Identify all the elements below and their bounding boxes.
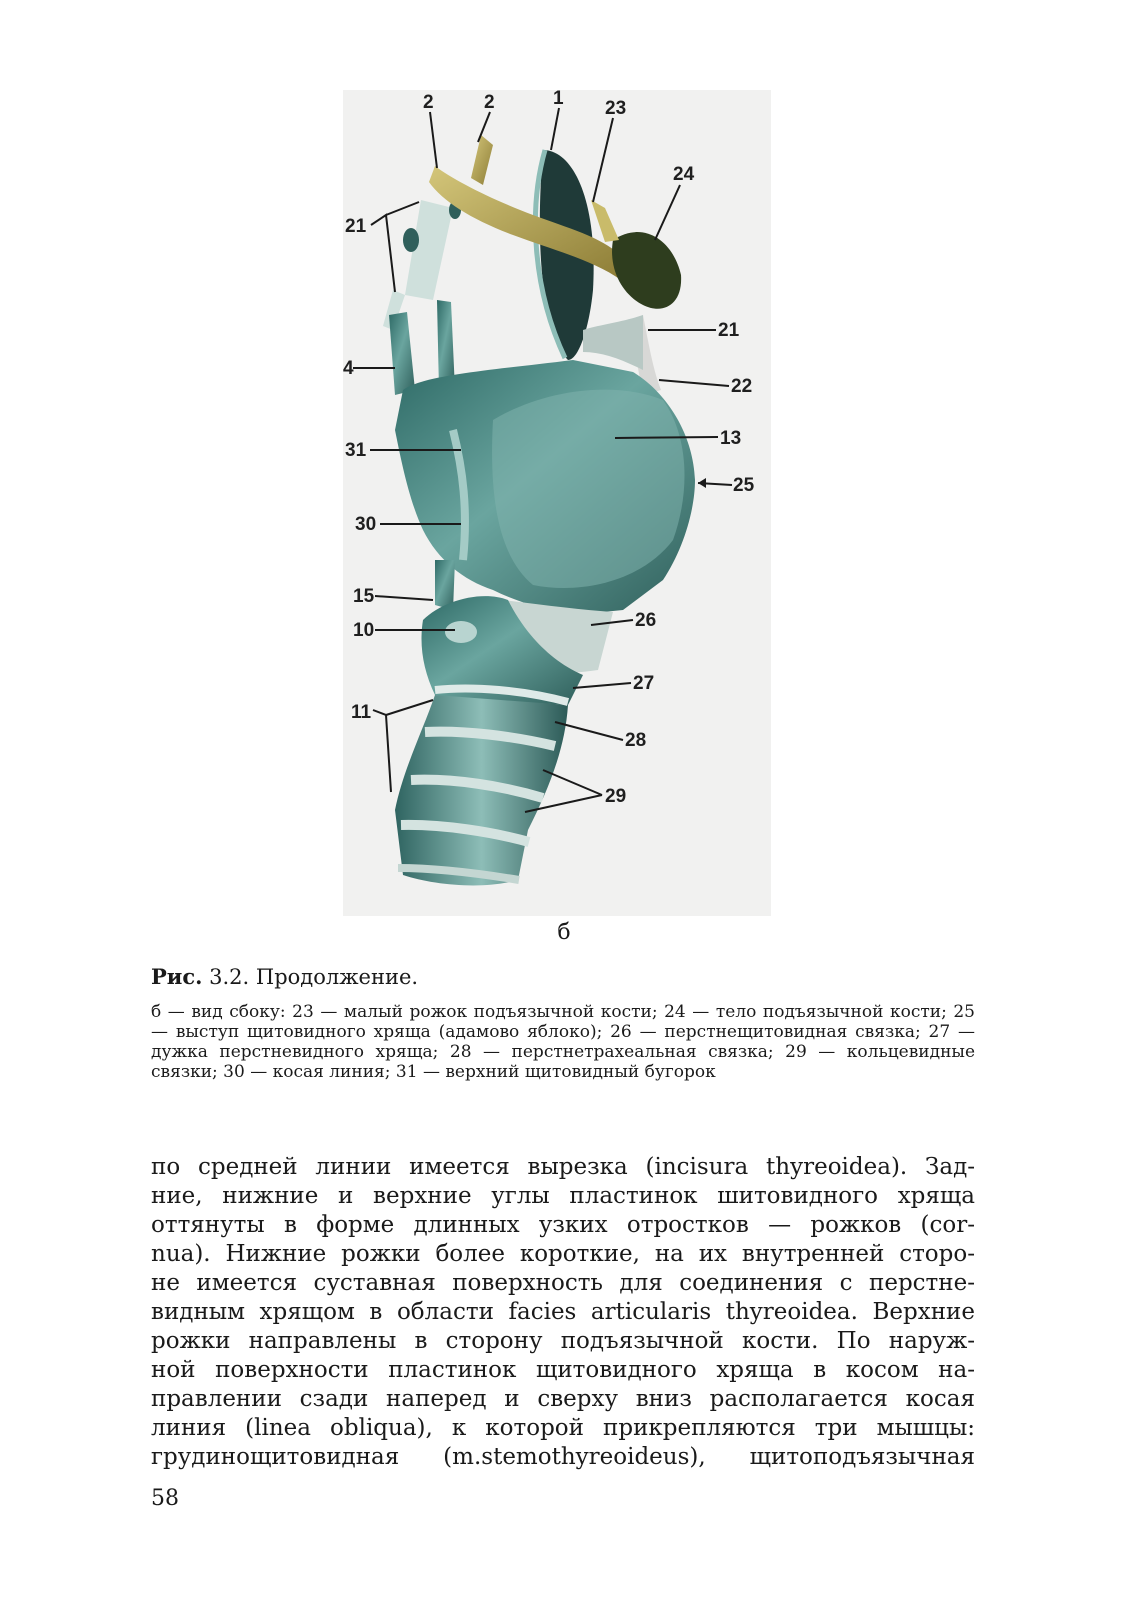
body-line: ние, нижние и верхние углы пластинок шитовидного хряща [151, 1183, 975, 1209]
label-26: 26 [635, 610, 657, 631]
hyoid-body [612, 232, 681, 309]
label-1: 1 [553, 90, 564, 109]
body-line: видным хрящом в области facies articularis thyreoidea. Верхние [151, 1299, 975, 1325]
body-line: правлении сзади наперед и сверху вниз располагается косая [151, 1386, 975, 1412]
hyoid-lesser-horn [591, 200, 619, 242]
label-21a: 21 [345, 216, 367, 237]
label-21b: 21 [718, 320, 740, 341]
body-line: рожки направлены в сторону подъязычной кости. По наруж- [151, 1328, 975, 1354]
hyoid-horn-2 [471, 135, 493, 185]
caption-label: Рис. [151, 964, 203, 989]
label-4: 4 [343, 358, 354, 379]
body-line: линия (linea obliqua), к которой прикрепляются три мышцы: [151, 1415, 975, 1441]
label-30: 30 [355, 514, 377, 535]
label-2b: 2 [484, 92, 495, 113]
page-number: 58 [151, 1486, 179, 1511]
label-28: 28 [625, 730, 647, 751]
label-29: 29 [605, 786, 627, 807]
label-25: 25 [733, 475, 755, 496]
body-line: по средней линии имеется вырезка (incisura thyreoidea). Зад- [151, 1154, 975, 1180]
body-line: не имеется суставная поверхность для соединения с перстне- [151, 1270, 975, 1296]
larynx-illustration [343, 90, 771, 916]
body-line: грудинощитовидная (m.stemothyreoideus), щитоподъязычная [151, 1444, 975, 1470]
body-text [151, 1153, 975, 1472]
thyroid-superior-horn [389, 312, 415, 395]
figure-caption [151, 964, 418, 989]
cricoid-articular-facet [445, 621, 477, 643]
label-31: 31 [345, 440, 367, 461]
body-line: оттянуты в форме длинных узких отростков — рожков (cor- [151, 1212, 975, 1238]
figure-legend: б — вид сбоку: 23 — малый рожок подъязычной кости; 24 — тело подъязычной кости; 25 — выступ щитовидного хряща (адамово яблоко); 26 — перстнещитовидная связка; 27 — дужка перстневидного хряща; 28 — перстнетрахеальная связка; 29 — кольцевидные связки; 30 — косая линия; 31 — верхний щитовидный бугорок [151, 1002, 975, 1082]
label-15: 15 [353, 586, 375, 607]
label-23: 23 [605, 98, 627, 119]
label-2a: 2 [423, 92, 434, 113]
triticeous-nodule-1 [403, 228, 419, 252]
caption-title: 3.2. Продолжение. [202, 965, 419, 989]
label-11: 11 [351, 702, 372, 723]
body-line: nua). Нижние рожки более короткие, на их внутренней сторо- [151, 1241, 975, 1267]
label-24: 24 [673, 164, 695, 185]
panel-letter: б [557, 920, 571, 945]
larynx-figure [343, 90, 771, 916]
label-22: 22 [731, 376, 753, 397]
body-line: ной поверхности пластинок щитовидного хряща в косом на- [151, 1357, 975, 1383]
label-27: 27 [633, 673, 655, 694]
label-10: 10 [353, 620, 375, 641]
trachea [395, 695, 568, 885]
label-13: 13 [720, 428, 742, 449]
